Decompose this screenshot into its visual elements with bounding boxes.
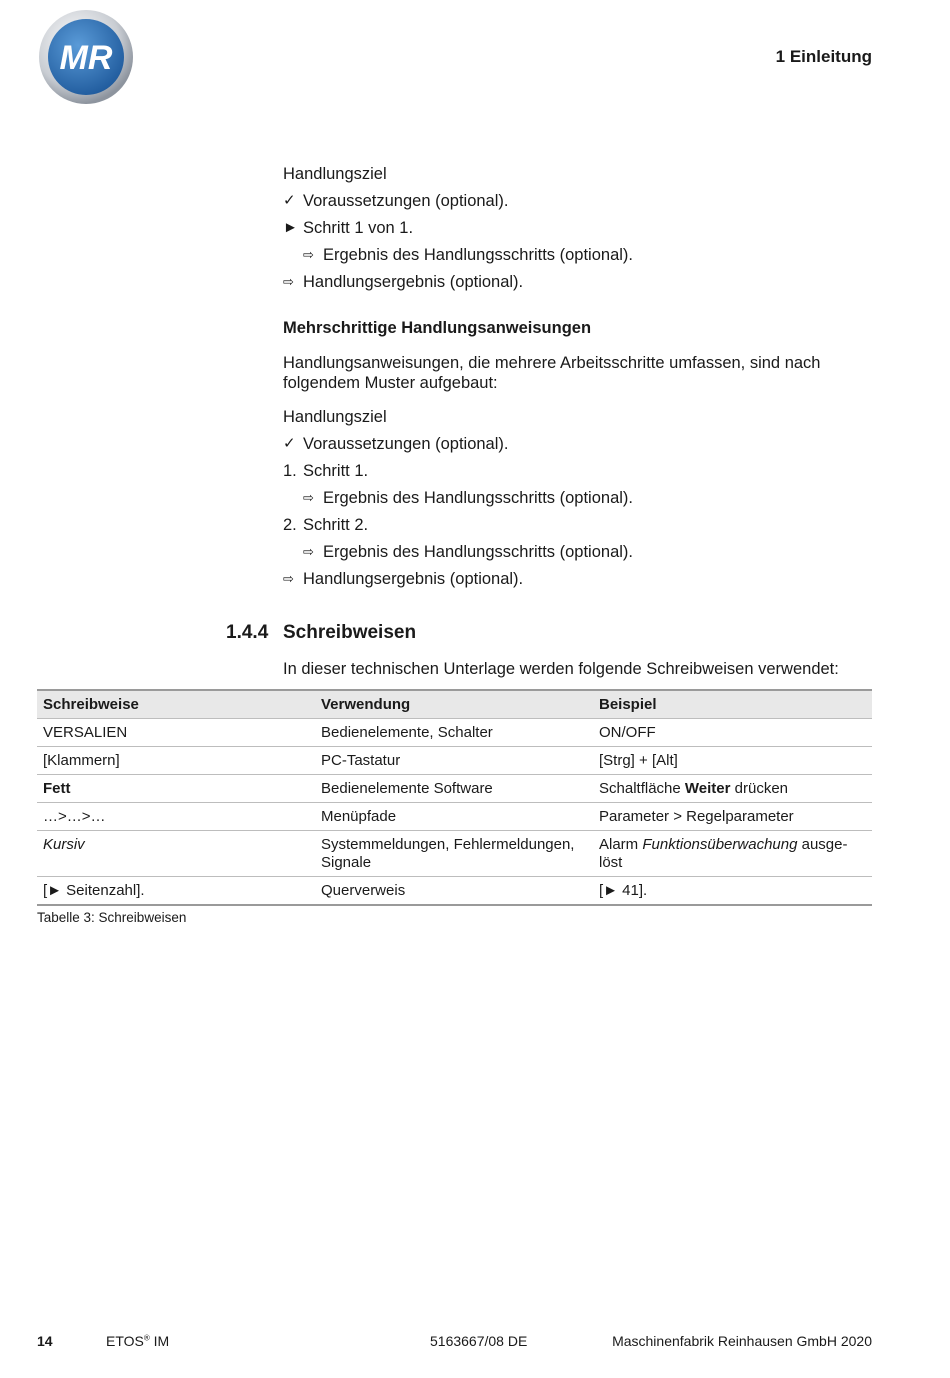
multi-step-description-block (283, 353, 873, 393)
table-cell: Alarm Funktionsüberwachung ausge-löst (593, 831, 872, 877)
table-header-row (37, 690, 872, 719)
multi-step-heading: Mehrschrittige Handlungsanweisungen (283, 319, 592, 337)
chapter-title: 1 Einleitung (775, 47, 872, 66)
table-cell: Schaltfläche Weiter drücken (593, 775, 872, 803)
table-cell: [► 41]. (593, 877, 872, 906)
prerequisite-line: ✓ Voraussetzungen (optional). (283, 192, 509, 210)
check-icon: ✓ (283, 435, 296, 452)
single-step-instructions (283, 164, 873, 299)
result-arrow-icon: ⇨ (303, 247, 314, 262)
multi-step-description: Handlungsanweisungen, die mehrere Arbeitsschritte umfassen, sind nach folgendem Muster aufgebaut: (283, 354, 821, 392)
section-intro: In dieser technischen Unterlage werden folgende Schreibweisen verwendet: (283, 660, 839, 678)
action-result-line: ⇨ Handlungsergebnis (optional). (283, 273, 524, 291)
table-row (37, 775, 872, 803)
table-cell: Fett (37, 775, 315, 803)
table-row (37, 877, 872, 906)
table-cell: [► Seitenzahl]. (37, 877, 315, 906)
table-row (37, 747, 872, 775)
column-header: Schreibweise (37, 690, 315, 719)
column-header: Beispiel (593, 690, 872, 719)
table-caption: Tabelle 3: Schreibweisen (37, 910, 187, 925)
table-row (37, 831, 872, 877)
table-cell: PC-Tastatur (315, 747, 593, 775)
multi-step-instructions (283, 407, 873, 596)
column-header: Verwendung (315, 690, 593, 719)
table-cell: Kursiv (37, 831, 315, 877)
svg-text:MR: MR (59, 39, 113, 77)
result-arrow-icon: ⇨ (303, 544, 314, 559)
table-row (37, 803, 872, 831)
numbered-step: 1. Schritt 1. (283, 462, 369, 480)
table-cell: Bedienelemente, Schalter (315, 719, 593, 747)
table-cell: VERSALIEN (37, 719, 315, 747)
result-arrow-icon: ⇨ (283, 571, 294, 586)
step-result-line: ⇨ Ergebnis des Handlungsschritts (optional). (303, 489, 633, 507)
action-goal: Handlungsziel (283, 408, 387, 426)
document-number: 5163667/08 DE (430, 1333, 528, 1349)
section-title: Schreibweisen (283, 622, 417, 643)
action-result-line: ⇨ Handlungsergebnis (optional). (283, 570, 524, 588)
notation-table (37, 689, 872, 906)
table-cell: ON/OFF (593, 719, 872, 747)
table-cell: Systemmeldungen, Fehlermeldungen, Signale (315, 831, 593, 877)
table-cell: …>…>… (37, 803, 315, 831)
table-row (37, 719, 872, 747)
multi-step-heading-block (283, 318, 873, 338)
numbered-step: 2. Schritt 2. (283, 516, 369, 534)
action-goal: Handlungsziel (283, 165, 387, 183)
mr-logo (38, 9, 134, 105)
table-cell: Menüpfade (315, 803, 593, 831)
page-number: 14 (37, 1333, 53, 1349)
step-result-line: ⇨ Ergebnis des Handlungsschritts (optional). (303, 246, 633, 264)
table-cell: Querverweis (315, 877, 593, 906)
result-arrow-icon: ⇨ (303, 490, 314, 505)
check-icon: ✓ (283, 192, 296, 209)
table-cell: [Klammern] (37, 747, 315, 775)
step-arrow-icon: ► (283, 219, 298, 236)
result-arrow-icon: ⇨ (283, 274, 294, 289)
step-line: ► Schritt 1 von 1. (283, 219, 414, 237)
company-name: Maschinenfabrik Reinhausen GmbH 2020 (612, 1333, 872, 1349)
step-result-line: ⇨ Ergebnis des Handlungsschritts (optional). (303, 543, 633, 561)
table-cell: Bedienelemente Software (315, 775, 593, 803)
product-name: ETOS® IM (106, 1333, 170, 1349)
table-cell: [Strg] + [Alt] (593, 747, 872, 775)
section-number: 1.4.4 (226, 622, 269, 643)
section-heading (226, 622, 416, 644)
table-cell: Parameter > Regelparameter (593, 803, 872, 831)
prerequisite-line: ✓ Voraussetzungen (optional). (283, 435, 509, 453)
